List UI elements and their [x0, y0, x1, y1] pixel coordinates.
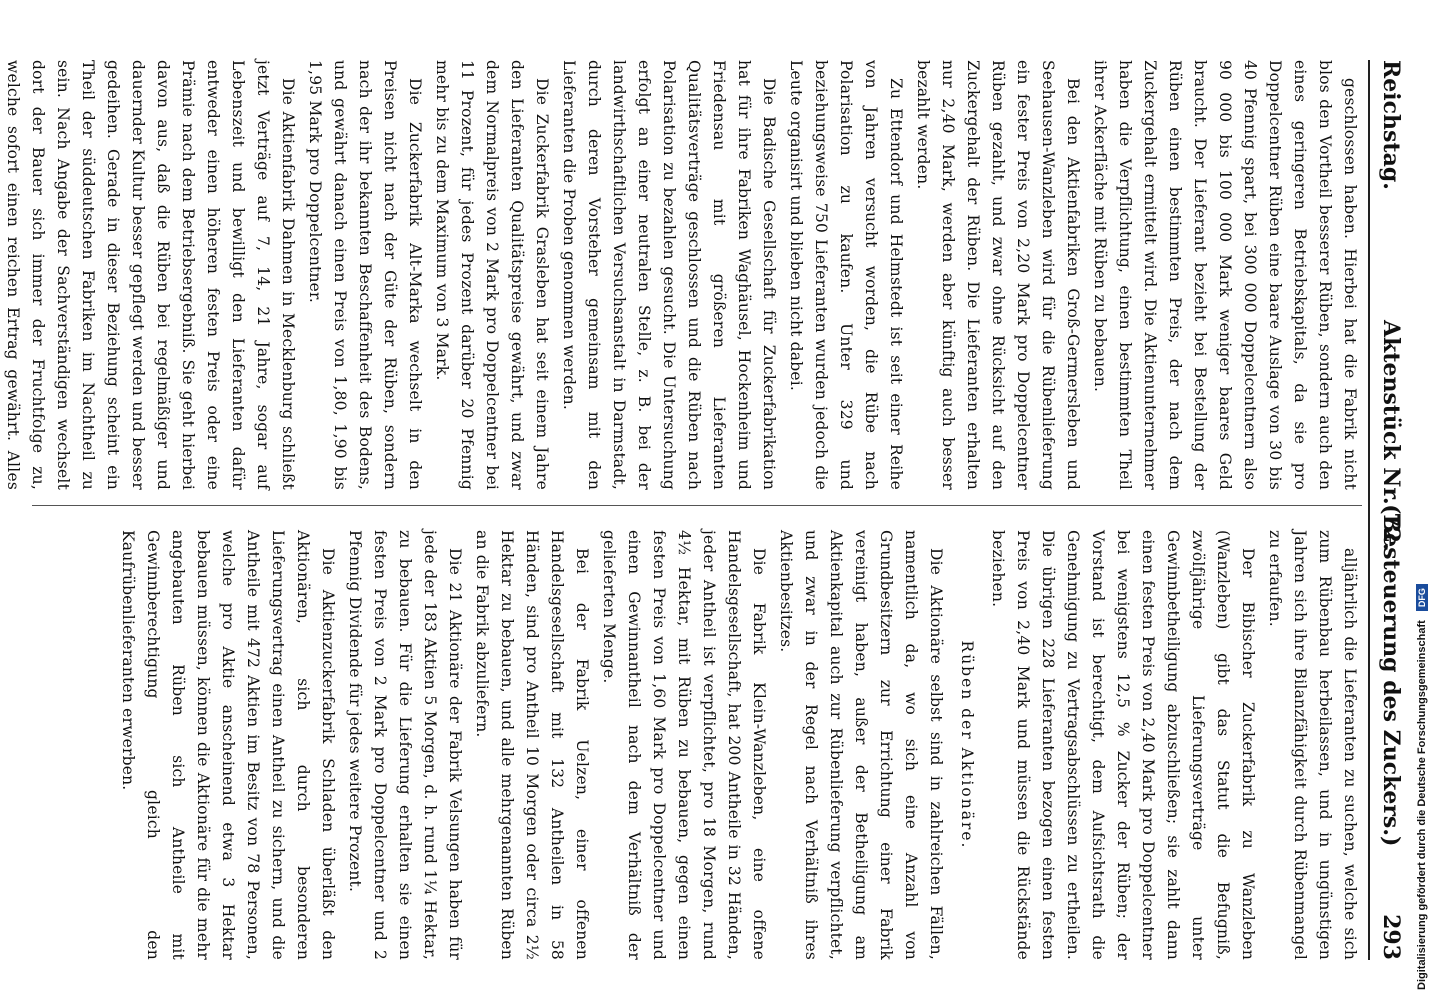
paragraph: Zu Ettendorf und Helmstedt ist seit einer Reihe von Jahren versucht worden, die Rübe nach Polarisation zu kaufen. Unter 329 und beziehungsweise 750 Lieferanten wurden jedoch die Leute organisirt und blieben nicht dabei.	[787, 60, 905, 490]
paragraph: Die Aktienzuckerfabrik Schladen überläßt den Aktionären, sich durch besonderen Lieferungsvertrag einen Antheil zu sichern, und die Antheile mit 472 Aktien im Besitz von 78 Personen, welche pro Aktie anscheinend etwa 3 Hektar bebauen müssen, können die Aktionäre für die mehr angebauten Rüben sich Antheile mit Gewinnberechtigung gleich den Kaufrübenlieferanten erwerben.	[119, 530, 337, 960]
paragraph: alljährlich die Lieferanten zu suchen, welche sich zum Rübenbau herbeilassen, und in ungünstigen Jahren sich ihre Bilanzfähigkeit durch Rübenmangel zu erfaufen.	[1266, 530, 1359, 960]
header-right-text: (Besteuerung des Zuckers.)	[1378, 504, 1404, 847]
digitization-text: Digitalisierung gefördert durch die Deutsche Forschungsgemeinschaft	[1416, 620, 1428, 990]
paragraph: Bei der Fabrik Uelzen, einer offenen Handelsgesellschaft mit 132 Antheilen in 58 Händen, sind pro Antheil 10 Morgen oder circa 2½ Hektar zu bebauen, und alle mehrgenannten Rüben an die Fabrik abzuliefern.	[473, 530, 591, 960]
paragraph: Die Aktienfabrik Dahmen in Mecklenburg schließt jetzt Verträge auf 7, 14, 21 Jahre, sogar auf Lebenszeit und bewilligt den Lieferanten dafür entweder einen höheren festen Preis oder eine Prämie nach dem Betriebsergebniß. Sie geht hierbei davon aus, daß die Rüben bei regelmäßiger und dauernder Kultur besser gepflegt werden und besser gedeihen. Gerade in dieser Beziehung scheint ein Theil der süddeutschen Fabriken im Nachtheil zu sein. Nach Angabe der Sachverständigen wechselt dort der Bauer sich immer der Fruchtfolge zu, welche sofort einen reichen Ertrag gewährt. Alles	[4, 60, 297, 490]
page-number: 293	[1378, 914, 1404, 960]
paragraph: Die 21 Aktionäre der Fabrik Velsungen haben für jede der 183 Aktien 5 Morgen, d. h. rund 1¼ Hektar, zu bebauen. Für die Lieferung erhalten sie einen festen Preis von 2 Mark pro Doppelcentner und 2 Pfennig Dividende für jedes weitere Prozent.	[346, 530, 464, 960]
paragraph: Die Zuckerfabrik Alt-Marka wechselt in den Preisen nicht nach der Güte der Rüben, sondern nach der ihr bekannten Beschaffenheit des Bodens, und gewährt danach einen Preis von 1,80, 1,90 bis 1,95 Mark pro Doppelcentner.	[306, 60, 424, 490]
digitization-note	[1402, 0, 1432, 1000]
left-column	[4, 60, 1362, 490]
header-rule	[1368, 60, 1370, 960]
header-right	[1378, 504, 1404, 960]
paragraph: Bei den Aktienfabriken Groß-Germersleben und Seehausen-Wanzleben wird für die Rübenlieferung ein fester Preis von 2,20 Mark pro Doppelcentner Rüben gezahlt, und zwar ohne Rücksicht auf den Zuckergehalt der Rüben. Die Lieferanten erhalten nur 2,40 Mark, werden aber künftig auch besser bezahlt werden.	[914, 60, 1082, 490]
header-left: Reichstag.	[1378, 60, 1404, 190]
header-center: Aktenstück Nr. 72.	[1378, 320, 1404, 551]
paragraph: geschlossen haben. Hierbei hat die Fabrik nicht blos den Vortheil besserer Rüben, sondern auch den eines geringeren Betriebskapitals, da sie pro Doppelcentner Rüben eine baare Auslage von 30 bis 40 Pfennig spart, bei 300 000 Doppelcentnern also 90 000 bis 100 000 Mark weniger baares Geld braucht. Der Lieferant bezieht bei Bestellung der Rüben einen bestimmten Preis, der nach dem Zuckergehalt ermittelt wird. Die Aktienunternehmer haben die Verpflichtung, einen bestimmten Theil ihrer Ackerfläche mit Rüben zu bebauen.	[1091, 60, 1359, 490]
section-heading: Rüben der Aktionäre.	[958, 640, 976, 850]
paragraph: Die Fabrik Klein-Wanzleben, eine offene Handelsgesellschaft, hat 200 Antheile in 32 Händen, jeder Antheil ist verpflichtet, pro 18 Morgen, rund 4½ Hektar, mit Rüben zu bebauen, gegen einen festen Preis von 1,60 Mark pro Doppelcentner und einen Gewinnantheil nach dem Verhältniß der gelieferten Menge.	[600, 530, 768, 960]
paragraph: Die Aktionäre selbst sind in zahlreichen Fällen, namentlich da, wo sich eine Anzahl von Grundbesitzern zur Errichtung einer Fabrik vereinigt haben, außer der Betheiligung am Aktienkapital auch zur Rübenlieferung verpflichtet, und zwar in der Regel nach Verhältniß ihres Aktienbesitzes.	[777, 530, 945, 960]
paragraph: Die Zuckerfabrik Grasleben hat seit einem Jahre den Lieferanten Qualitätspreise gewährt, und zwar dem Normalpreis von 2 Mark pro Doppelcentner bei 11 Prozent, für jedes Prozent darüber 20 Pfennig mehr bis zu dem Maximum von 3 Mark.	[433, 60, 551, 490]
column-divider	[32, 505, 1362, 506]
paragraph: Die Badische Gesellschaft für Zuckerfabrikation hat für ihre Fabriken Waghäusel, Hockenheim und Friedensau mit größeren Lieferanten Qualitätsverträge geschlossen und die Rüben nach Polarisation zu bezahlen gesucht. Die Untersuchung erfolgt an einer neutralen Stelle, z. B. bei der landwirthschaftlichen Versuchsanstalt in Darmstadt, durch deren Vorsteher gemeinsam mit den Lieferanten die Proben genommen werden.	[560, 60, 778, 490]
digitization-text-wrap	[1416, 584, 1428, 990]
right-column	[22, 530, 1362, 960]
dfg-logo-icon: DFG	[1416, 584, 1428, 611]
paragraph: Der Bibischer Zuckerfabrik zu Wanzleben (Wanzleben) gibt das Statut die Befugniß, zwölfjährige Lieferungsverträge unter Gewinnbetheiligung abzuschließen; sie zahlt dann einen festen Preis von 2,40 Mark pro Doppelcentner bei wenigstens 12,5 % Zucker der Rüben; der Vorstand ist berechtigt, dem Aufsichtsrath die Genehmigung zu Vertragsabschlüssen zu ertheilen. Die übrigen 228 Lieferanten bezogen einen festen Preis von 2,40 Mark und müssen die Rückstände beziehen.	[989, 530, 1257, 960]
